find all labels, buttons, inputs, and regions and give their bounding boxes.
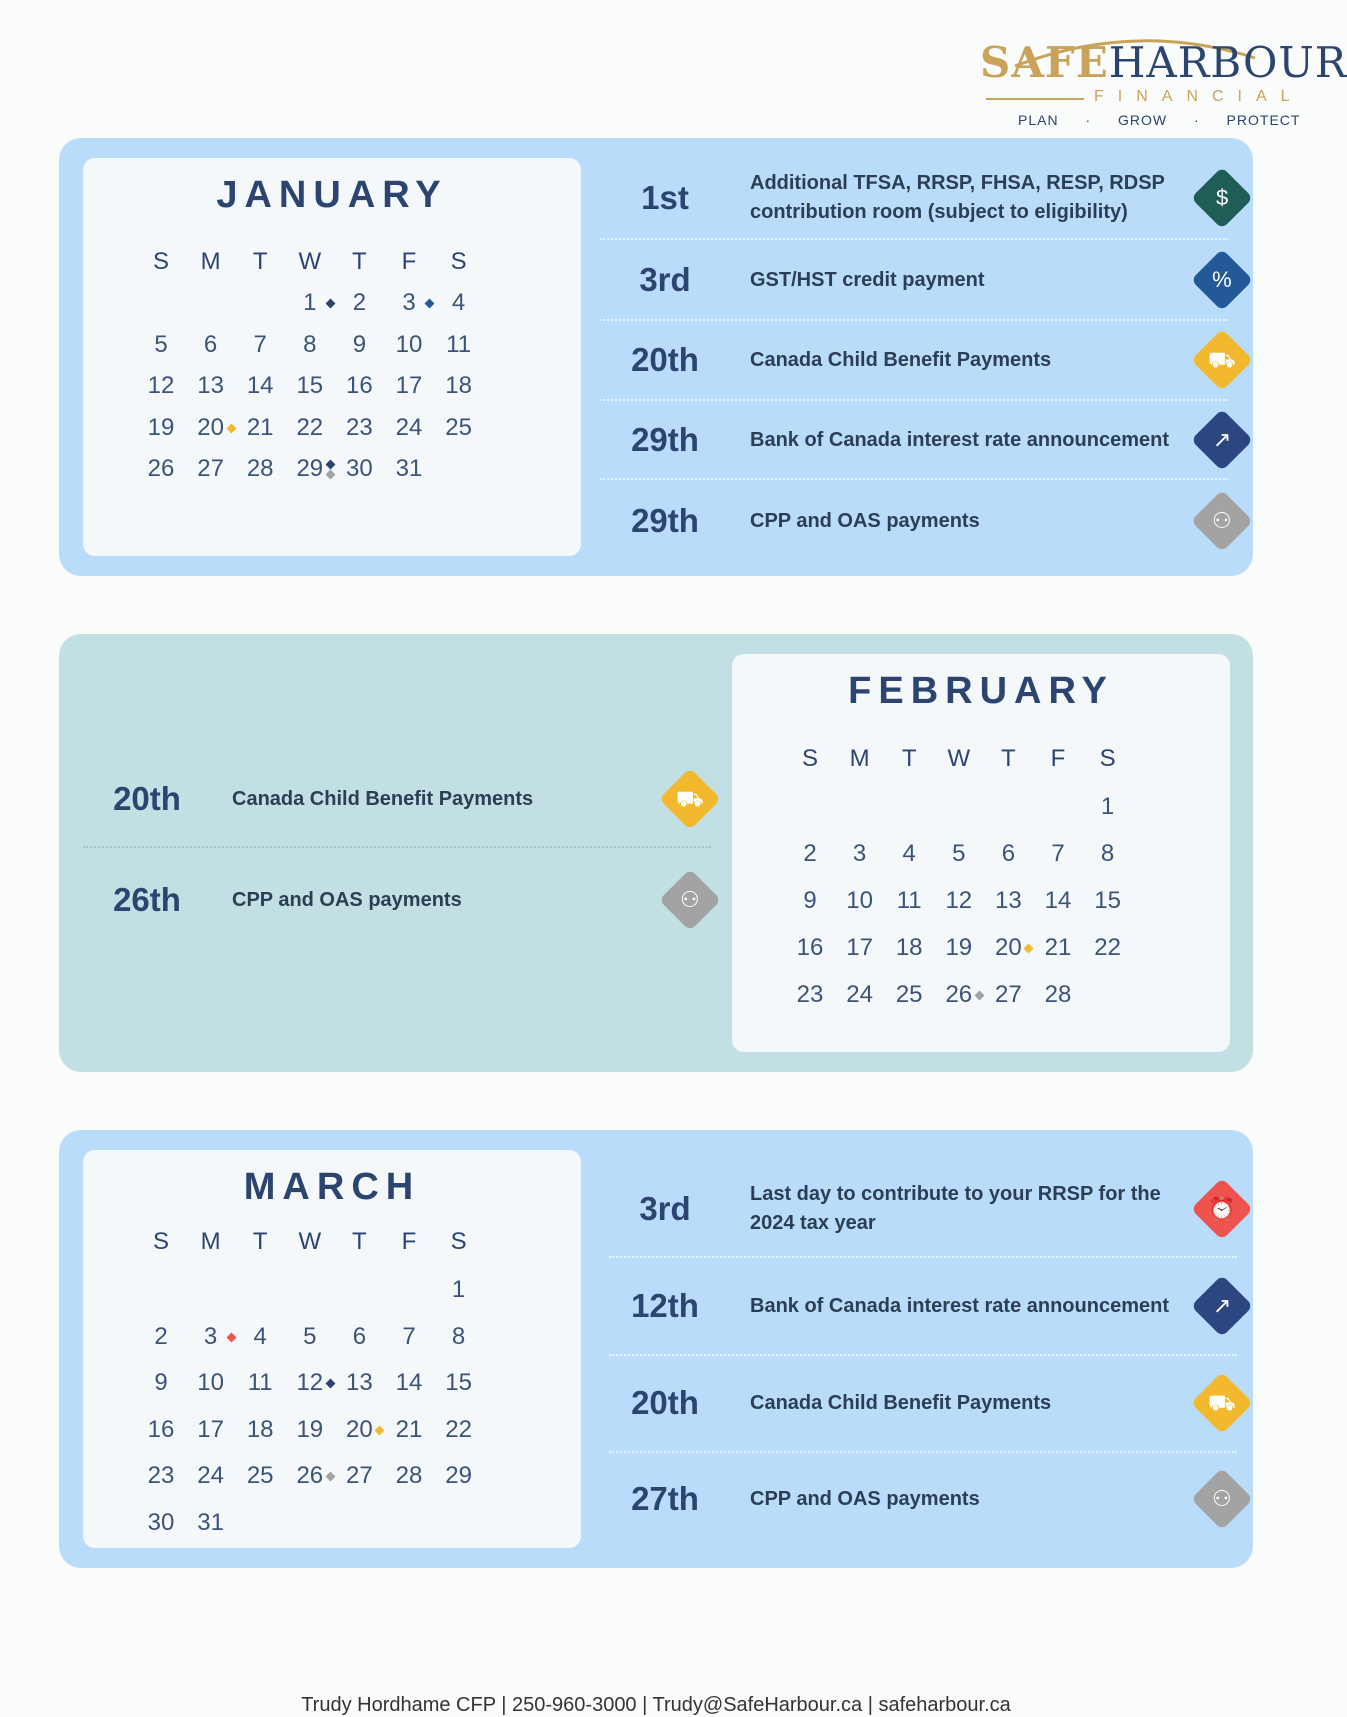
day-cell[interactable]: 11 <box>247 1369 273 1397</box>
weekday-label: M <box>200 248 221 275</box>
day-cell[interactable]: 21 <box>1044 934 1072 961</box>
day-cell[interactable]: 28 <box>246 455 274 482</box>
day-cell[interactable]: 18 <box>445 372 472 399</box>
january-calendar <box>83 158 581 556</box>
event-date: 27th <box>631 1480 699 1517</box>
day-cell[interactable]: 8 <box>303 330 317 358</box>
day-cell[interactable]: 26 <box>945 981 973 1008</box>
day-cell[interactable]: 10 <box>846 887 873 914</box>
day-cell[interactable]: 6 <box>1001 840 1016 867</box>
event-date: 20th <box>631 341 699 378</box>
day-cell[interactable]: 13 <box>995 887 1022 914</box>
event-row <box>600 1368 1250 1438</box>
logo-subtitle: FINANCIAL <box>1094 88 1304 105</box>
day-cell[interactable]: 16 <box>147 1415 175 1443</box>
event-description: Canada Child Benefit Payments <box>232 787 534 810</box>
weekday-label: T <box>352 248 367 275</box>
event-row <box>82 764 702 834</box>
day-cell[interactable]: 2 <box>154 1322 168 1350</box>
seniors-icon: ⚇ <box>1191 1468 1253 1530</box>
day-cell[interactable]: 23 <box>346 413 373 441</box>
event-description: Last day to contribute to your RRSP for the 2024 tax year <box>750 1183 1161 1234</box>
event-divider <box>600 399 1228 401</box>
weekday-label: F <box>401 1228 417 1255</box>
day-cell[interactable]: 3 <box>203 1322 218 1350</box>
event-row <box>600 1271 1250 1341</box>
day-cell[interactable]: 17 <box>197 1415 224 1443</box>
weekday-label: F <box>1050 745 1066 772</box>
event-description: CPP and OAS payments <box>750 1487 980 1510</box>
day-cell[interactable]: 27 <box>197 455 224 482</box>
weekday-label: W <box>947 745 971 772</box>
day-cell[interactable]: 14 <box>246 372 274 399</box>
event-description: CPP and OAS payments <box>232 888 462 911</box>
event-divider <box>609 1451 1237 1453</box>
event-description: Additional TFSA, RRSP, FHSA, RESP, RDSP contribution room (subject to eligibility) <box>750 172 1165 223</box>
day-cell[interactable]: 19 <box>296 1415 324 1443</box>
day-cell[interactable]: 18 <box>246 1415 274 1443</box>
day-cell[interactable]: 7 <box>402 1322 416 1350</box>
day-cell[interactable]: 17 <box>395 372 423 399</box>
day-cell[interactable]: 15 <box>1094 887 1121 914</box>
march-calendar <box>83 1150 581 1548</box>
day-cell[interactable]: 14 <box>1044 887 1072 914</box>
logo-wordmark: SAFEHARBOUR <box>980 38 1347 87</box>
day-cell[interactable]: 13 <box>346 1369 373 1397</box>
weekday-label: S <box>1099 745 1116 772</box>
day-cell[interactable]: 27 <box>995 981 1022 1008</box>
month-title: FEBRUARY <box>848 670 1114 712</box>
seniors-icon: ⚇ <box>1191 490 1253 552</box>
day-cell[interactable]: 5 <box>154 330 168 358</box>
day-cell[interactable]: 23 <box>147 1462 175 1490</box>
weekday-label: T <box>1001 745 1016 772</box>
day-cell[interactable]: 9 <box>154 1369 168 1397</box>
weekday-label: S <box>450 1228 467 1255</box>
logo-divider <box>986 98 1084 100</box>
event-date: 1st <box>641 179 689 216</box>
day-cell[interactable]: 4 <box>451 289 466 316</box>
day-cell[interactable]: 2 <box>803 840 817 867</box>
day-cell[interactable]: 19 <box>945 934 973 961</box>
day-cell[interactable]: 31 <box>197 1509 224 1536</box>
day-cell[interactable]: 14 <box>395 1369 423 1397</box>
event-date: 3rd <box>639 1190 691 1227</box>
month-title: JANUARY <box>216 174 448 216</box>
day-cell[interactable]: 1 <box>303 289 317 316</box>
day-cell[interactable]: 16 <box>796 934 824 961</box>
day-cell[interactable]: 12 <box>147 372 175 399</box>
weekday-label: S <box>450 248 467 275</box>
event-row <box>600 163 1250 233</box>
day-cell[interactable]: 22 <box>296 413 324 441</box>
day-cell[interactable]: 24 <box>197 1462 224 1490</box>
day-cell[interactable]: 8 <box>1100 840 1115 867</box>
receipt-icon: % <box>1191 249 1253 311</box>
weekday-label: F <box>401 248 417 275</box>
february-calendar <box>732 654 1230 1052</box>
day-cell[interactable]: 7 <box>1051 840 1065 867</box>
february-panel <box>59 634 1253 1072</box>
day-cell[interactable]: 22 <box>1094 934 1121 961</box>
month-title: MARCH <box>243 1166 421 1208</box>
day-cell[interactable]: 30 <box>346 455 373 482</box>
weekday-label: S <box>152 1228 169 1255</box>
day-cell[interactable]: 21 <box>246 413 274 441</box>
event-row <box>600 486 1250 556</box>
weekday-label: M <box>849 745 870 772</box>
weekday-label: W <box>298 1228 322 1255</box>
day-cell[interactable]: 26 <box>296 1462 324 1490</box>
event-divider <box>600 319 1228 321</box>
day-cell[interactable]: 9 <box>803 887 817 914</box>
event-date: 29th <box>631 421 699 458</box>
event-description: Bank of Canada interest rate announcement <box>750 1294 1169 1317</box>
day-cell[interactable]: 15 <box>296 372 324 399</box>
chart-trend-icon: ↗ <box>1191 409 1253 471</box>
day-cell[interactable]: 7 <box>253 330 267 358</box>
day-cell[interactable]: 18 <box>895 934 923 961</box>
day-cell[interactable]: 25 <box>895 981 923 1008</box>
event-row <box>600 1174 1250 1244</box>
day-cell[interactable]: 4 <box>902 840 916 867</box>
day-cell[interactable]: 17 <box>846 934 873 961</box>
weekday-label: T <box>901 745 917 772</box>
day-cell[interactable]: 13 <box>197 372 224 399</box>
event-date: 3rd <box>639 261 691 298</box>
event-row <box>600 325 1250 395</box>
day-cell[interactable]: 2 <box>352 289 367 316</box>
event-description: Canada Child Benefit Payments <box>750 1391 1052 1414</box>
event-divider <box>609 1256 1237 1258</box>
day-cell[interactable]: 5 <box>303 1322 317 1350</box>
day-cell[interactable]: 28 <box>395 1462 423 1490</box>
weekday-label: T <box>252 248 268 275</box>
day-cell[interactable]: 29 <box>296 455 324 482</box>
january-panel <box>59 138 1253 576</box>
march-panel <box>59 1130 1253 1568</box>
day-cell[interactable]: 25 <box>445 413 472 441</box>
event-row <box>600 1464 1250 1534</box>
day-cell[interactable]: 21 <box>395 1415 423 1443</box>
day-cell[interactable]: 6 <box>203 330 218 358</box>
weekday-label: S <box>152 248 169 275</box>
day-cell[interactable]: 28 <box>1044 981 1072 1008</box>
event-divider <box>600 238 1228 240</box>
event-divider <box>83 846 711 848</box>
event-date: 26th <box>113 881 181 918</box>
day-cell[interactable]: 19 <box>147 413 175 441</box>
day-cell[interactable]: 22 <box>445 1415 472 1443</box>
footer-contact: Trudy Hordhame CFP | 250-960-3000 | Trudy@SafeHarbour.ca | safeharbour.ca <box>301 1694 1011 1716</box>
day-cell[interactable]: 3 <box>852 840 867 867</box>
event-date: 20th <box>113 780 181 817</box>
day-cell[interactable]: 15 <box>445 1369 472 1397</box>
day-cell[interactable]: 3 <box>402 289 416 316</box>
event-description: Canada Child Benefit Payments <box>750 348 1052 371</box>
weekday-label: S <box>801 745 818 772</box>
weekday-label: M <box>200 1228 221 1255</box>
day-cell[interactable]: 26 <box>147 455 175 482</box>
logo-tagline: PLAN · GROW · PROTECT <box>1018 112 1301 128</box>
day-cell[interactable]: 23 <box>796 981 824 1008</box>
day-cell[interactable]: 6 <box>352 1322 367 1350</box>
event-row <box>600 405 1250 475</box>
stroller-icon: ⛟ <box>1191 329 1253 391</box>
day-cell[interactable]: 24 <box>395 413 423 441</box>
weekday-label: T <box>352 1228 367 1255</box>
day-cell[interactable]: 25 <box>246 1462 274 1490</box>
seniors-icon: ⚇ <box>659 869 721 931</box>
day-cell[interactable]: 16 <box>346 372 373 399</box>
weekday-label: T <box>252 1228 268 1255</box>
day-cell[interactable]: 9 <box>352 330 367 358</box>
weekday-label: W <box>298 248 322 275</box>
day-cell[interactable]: 12 <box>296 1369 324 1397</box>
day-cell[interactable]: 30 <box>147 1509 175 1536</box>
event-row <box>82 865 702 935</box>
day-cell[interactable]: 20 <box>346 1415 373 1443</box>
day-cell[interactable]: 20 <box>995 934 1022 961</box>
piggy-bank-icon: $ <box>1191 167 1253 229</box>
day-cell[interactable]: 5 <box>952 840 966 867</box>
day-cell[interactable]: 11 <box>446 330 472 358</box>
day-cell[interactable]: 29 <box>445 1462 472 1490</box>
day-cell[interactable]: 1 <box>1100 793 1115 820</box>
stroller-icon: ⛟ <box>1191 1372 1253 1434</box>
event-description: GST/HST credit payment <box>750 268 985 291</box>
day-cell[interactable]: 27 <box>346 1462 373 1490</box>
event-description: CPP and OAS payments <box>750 509 980 532</box>
brand-logo <box>980 28 1347 133</box>
event-divider <box>609 1354 1237 1356</box>
day-cell[interactable]: 8 <box>451 1322 466 1350</box>
day-cell[interactable]: 12 <box>945 887 973 914</box>
day-cell[interactable]: 11 <box>896 887 922 914</box>
day-cell[interactable]: 10 <box>395 330 423 358</box>
chart-trend-icon: ↗ <box>1191 1275 1253 1337</box>
day-cell[interactable]: 4 <box>253 1322 267 1350</box>
day-cell[interactable]: 10 <box>197 1369 224 1397</box>
event-date: 12th <box>631 1287 699 1324</box>
event-date: 20th <box>631 1384 699 1421</box>
day-cell[interactable]: 31 <box>395 455 423 482</box>
event-date: 29th <box>631 502 699 539</box>
day-cell[interactable]: 1 <box>451 1276 466 1303</box>
event-divider <box>600 478 1228 480</box>
event-description: Bank of Canada interest rate announcement <box>750 428 1169 451</box>
stroller-icon: ⛟ <box>659 768 721 830</box>
alarm-clock-icon: ⏰ <box>1191 1178 1253 1240</box>
event-row <box>600 245 1250 315</box>
day-cell[interactable]: 20 <box>197 413 224 441</box>
day-cell[interactable]: 24 <box>846 981 873 1008</box>
